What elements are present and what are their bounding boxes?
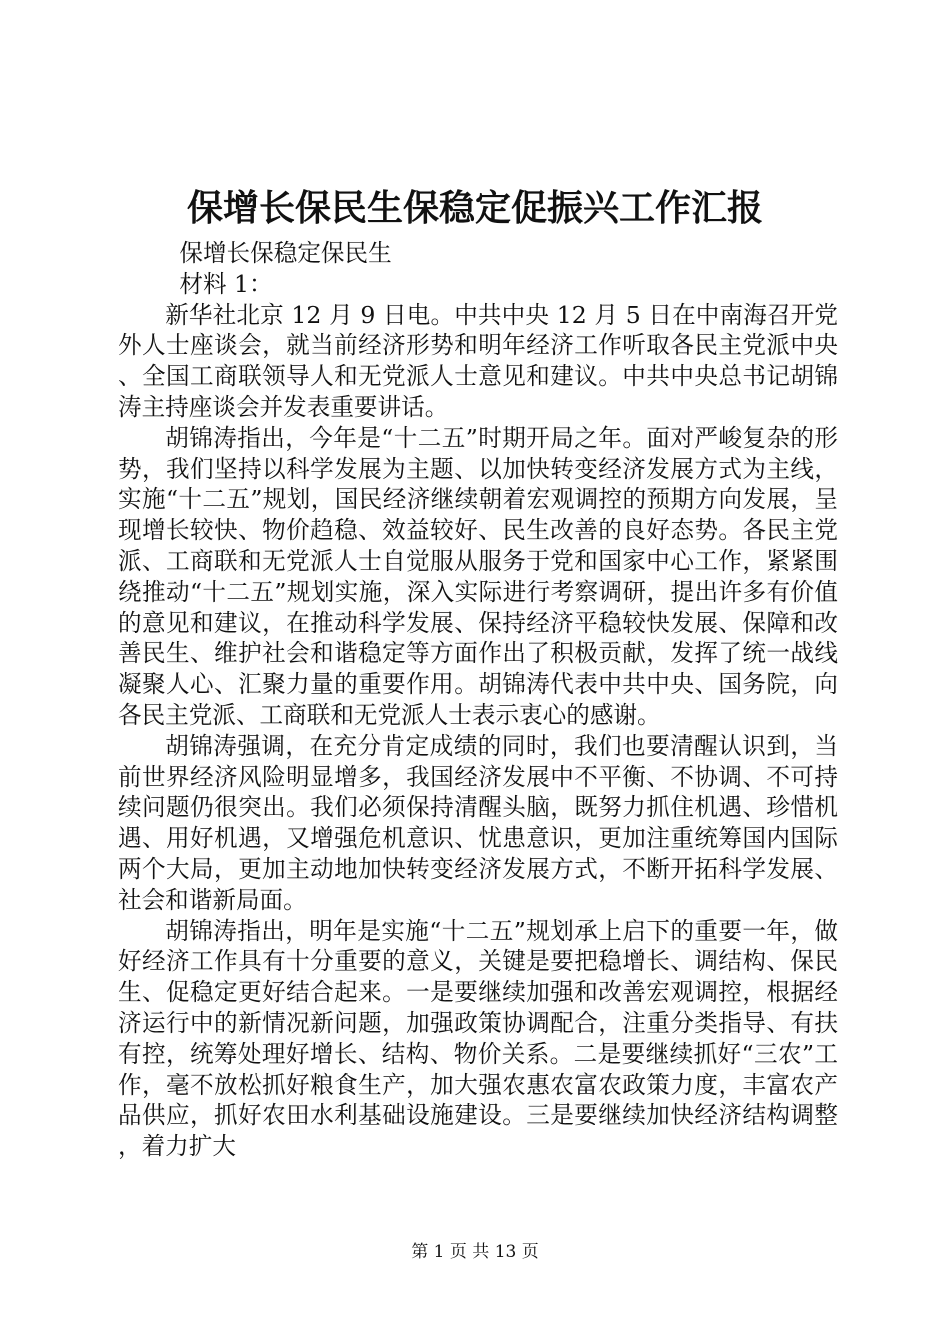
paragraph-3: 胡锦涛强调，在充分肯定成绩的同时，我们也要清醒认识到，当前世界经济风险明显增多，我国经济发展中不平衡、不协调、不可持续问题仍很突出。我们必须保持清醒头脑，既努力抓住机遇、珍惜机遇、用好机遇，又增强危机意识、忧患意识，更加注重统筹国内国际两个大局，更加主动地加快转变经济发展方式，不断开拓科学发展、社会和谐新局面。 (118, 731, 838, 914)
subtitle-line: 保增长保稳定保民生 (179, 239, 392, 267)
document-body (118, 238, 838, 1162)
document-title: 保增长保民生保稳定促振兴工作汇报 (186, 187, 763, 229)
paragraph-2: 胡锦涛指出，今年是“十二五”时期开局之年。面对严峻复杂的形势，我们坚持以科学发展为主题、以加快转变经济发展方式为主线，实施“十二五”规划，国民经济继续朝着宏观调控的预期方向发展，呈现增长较快、物价趋稳、效益较好、民生改善的良好态势。各民主党派、工商联和无党派人士自觉服从服务于党和国家中心工作，紧紧围绕推动“十二五”规划实施，深入实际进行考察调研，提出许多有价值的意见和建议，在推动科学发展、保持经济平稳较快发展、保障和改善民生、维护社会和谐稳定等方面作出了积极贡献，发挥了统一战线凝聚人心、汇聚力量的重要作用。胡锦涛代表中共中央、国务院，向各民主党派、工商联和无党派人士表示衷心的感谢。 (118, 423, 838, 729)
paragraph-1: 新华社北京 12 月 9 日电。中共中央 12 月 5 日在中南海召开党外人士座谈会，就当前经济形势和明年经济工作听取各民主党派中央、全国工商联领导人和无党派人士意见和建议。中共中央总书记胡锦涛主持座谈会并发表重要讲话。 (118, 300, 838, 421)
page-footer: 第 1 页 共 13 页 (411, 1242, 539, 1262)
paragraph-4: 胡锦涛指出，明年是实施“十二五”规划承上启下的重要一年，做好经济工作具有十分重要的意义，关键是要把稳增长、调结构、保民生、促稳定更好结合起来。一是要继续加强和改善宏观调控，根据经济运行中的新情况新问题，加强政策协调配合，注重分类指导、有扶有控，统筹处理好增长、结构、物价关系。二是要继续抓好“三农”工作，毫不放松抓好粮食生产，加大强农惠农富农政策力度，丰富农产品供应，抓好农田水利基础设施建设。三是要继续加快经济结构调整，着力扩大 (118, 916, 838, 1161)
material-label: 材料 1： (179, 269, 273, 298)
